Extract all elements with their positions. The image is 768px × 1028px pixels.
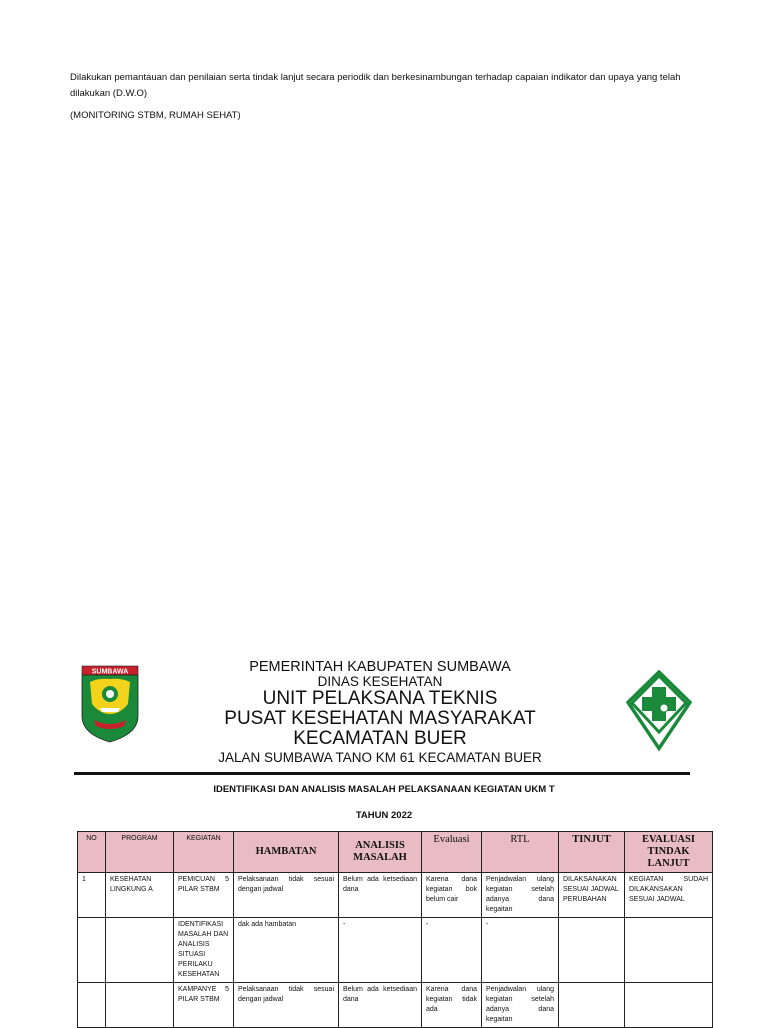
table-cell [625,983,713,1028]
table-cell: Pelaksanaan tidak sesuai dengan jadwal [234,873,339,918]
header-rtl: RTL [482,832,559,873]
table-cell: IDENTIFIKASI MASALAH DAN ANALISIS SITUASI PERILAKU KESEHATAN [174,918,234,983]
header-evaluasi: Evaluasi [422,832,482,873]
address: JALAN SUMBAWA TANO KM 61 KECAMATAN BUER [218,750,542,766]
letterhead-divider [74,772,690,775]
government-name: PEMERINTAH KABUPATEN SUMBAWA [249,659,511,675]
document-title: IDENTIFIKASI DAN ANALISIS MASALAH PELAKSANAAN KEGIATAN UKM T [213,784,555,795]
puskesmas-logo-icon [626,670,692,752]
table-cell: KEGIATAN SUDAH DILAKANSAKAN SESUAI JADWAL [625,873,713,918]
table-cell: KESEHATAN LINGKUNG A [106,873,174,918]
table-header-row [78,832,713,873]
table-cell: Karena dana kegiatan bok belum cair [422,873,482,918]
table-row [78,918,713,983]
table-cell: Belum ada ketsediaan dana [339,873,422,918]
problem-analysis-table [77,831,713,1028]
table-cell [106,983,174,1028]
department-name: DINAS KESEHATAN [317,674,443,690]
table-cell: Pelaksanaan tidak sesuai dengan jadwal [234,983,339,1028]
table-cell [106,918,174,983]
letterhead [70,660,700,770]
sumbawa-regency-logo-icon [80,664,140,744]
document-year: TAHUN 2022 [355,810,413,821]
table-cell: Penjadwalan ulang kegiatan setelah adanya dana kegaitan [482,983,559,1028]
header-evaluasi-tindak-lanjut: EVALUASI TINDAK LANJUT [625,832,713,873]
puskesmas-name: PUSAT KESEHATAN MASYARAKAT [224,708,536,730]
letterhead-text [160,660,600,765]
table-cell [559,918,625,983]
unit-name: UNIT PELAKSANA TEKNIS [262,688,498,710]
table-cell [625,918,713,983]
header-kegiatan: KEGIATAN [174,832,234,873]
table-cell [78,918,106,983]
table-row [78,873,713,918]
table-cell: Penjadwalan ulang kegiatan setelah adanya dana kegaitan [482,873,559,918]
table-cell: PEMICUAN 5 PILAR STBM [174,873,234,918]
table-cell [78,983,106,1028]
table-cell: 1 [78,873,106,918]
header-analisis-masalah: ANALISIS MASALAH [339,832,422,873]
intro-section [70,70,710,130]
table-cell: DILAKSANAKAN SESUAI JADWAL PERUBAHAN [559,873,625,918]
intro-note: (MONITORING STBM, RUMAH SEHAT) [70,110,241,121]
table-cell: dak ada hambatan [234,918,339,983]
table-cell: - [422,918,482,983]
table-row [78,983,713,1028]
district-name: KECAMATAN BUER [293,728,467,750]
table-cell: Belum ada ketsediaan dana [339,983,422,1028]
logo-left-label: SUMBAWA [91,668,129,676]
table-cell [559,983,625,1028]
header-program: PROGRAM [106,832,174,873]
header-no: NO [78,832,106,873]
header-hambatan: HAMBATAN [234,832,339,873]
table-cell: KAMPANYE 5 PILAR STBM [174,983,234,1028]
header-tinjut: TINJUT [559,832,625,873]
table-cell: Karena dana kegiatan tidak ada [422,983,482,1028]
table-cell: - [482,918,559,983]
intro-paragraph: Dilakukan pemantauan dan penilaian serta tindak lanjut secara periodik dan berkesinambungan terhadap capaian indikator dan upaya yang telah dilakukan (D.W.O) [70,72,681,99]
table-cell: - [339,918,422,983]
